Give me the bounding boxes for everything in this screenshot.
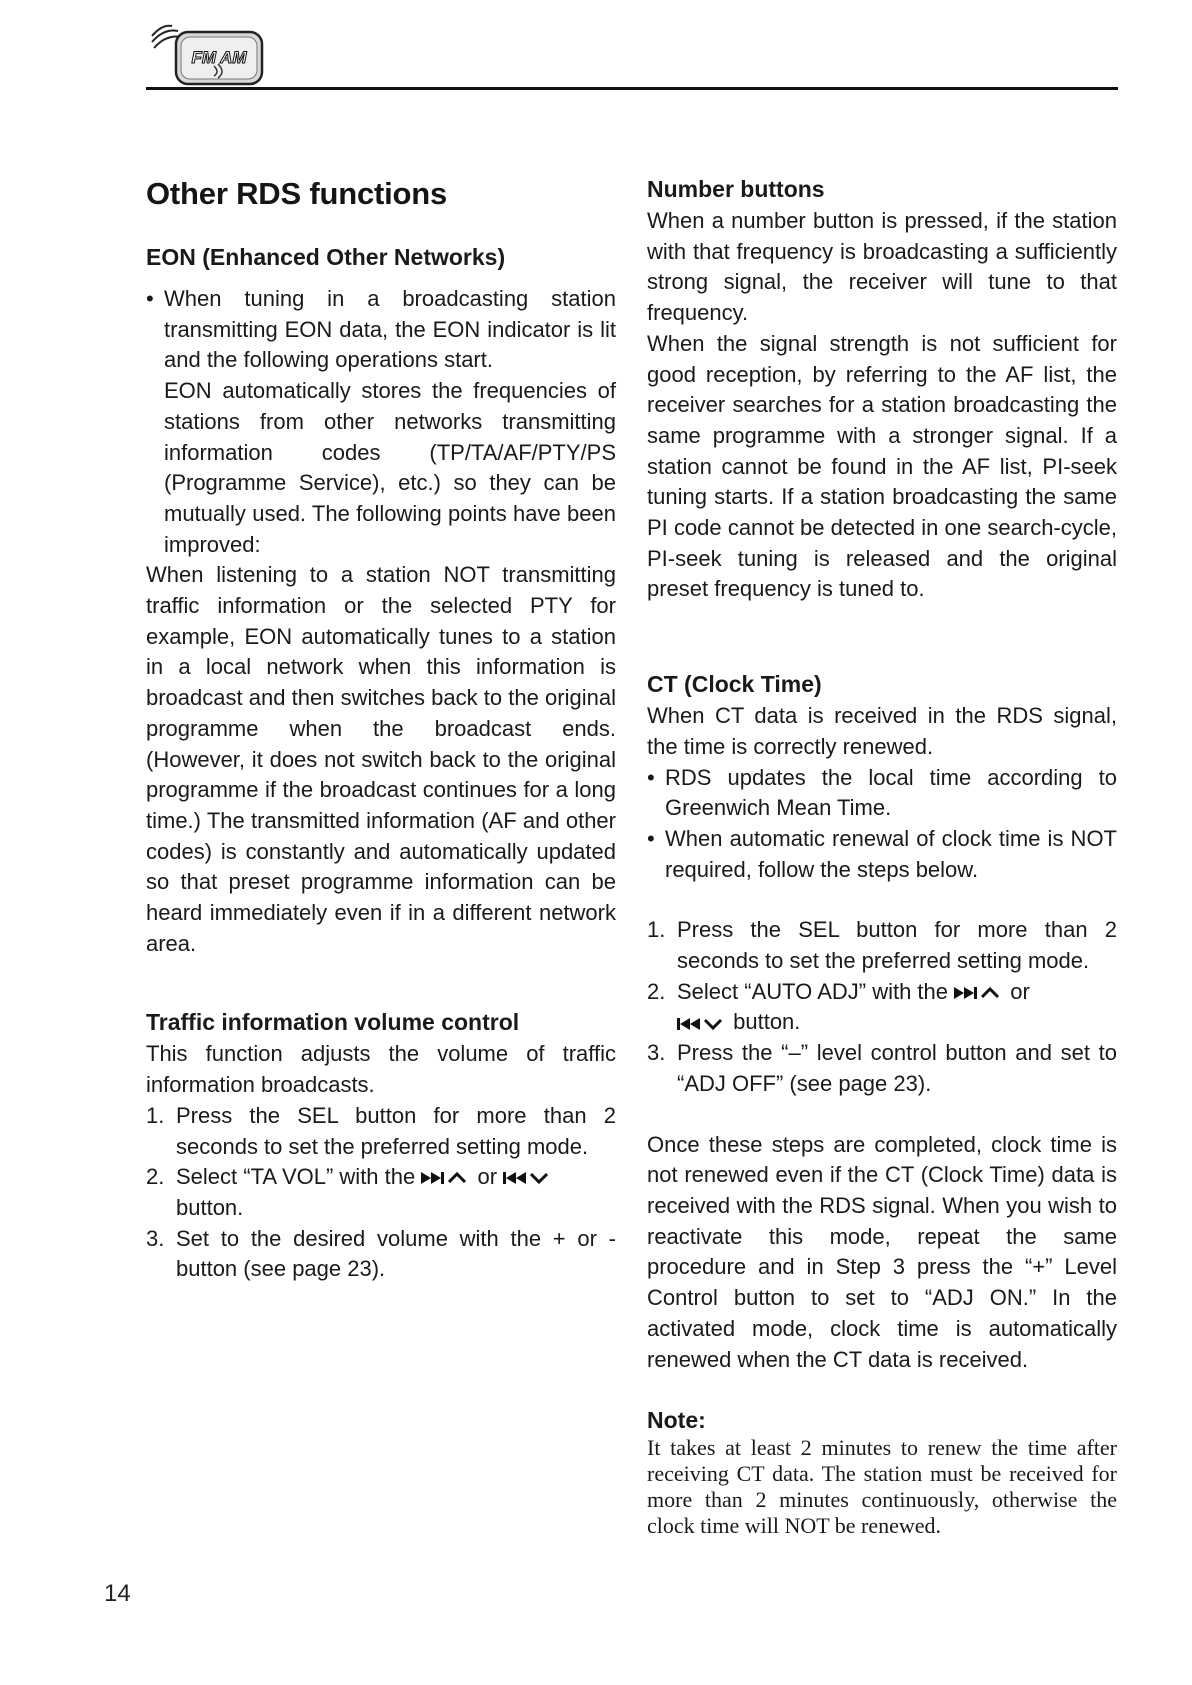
ct-step-2: 2. Select “AUTO ADJ” with the or button. — [647, 978, 1030, 1035]
note-heading: Note: — [647, 1407, 706, 1434]
traffic-intro: This function adjusts the volume of traffic information broadcasts. — [146, 1041, 616, 1098]
ct-step-3: 3. Press the “–” level control button and set to “ADJ OFF” (see page 23). — [647, 1040, 1117, 1096]
left-column — [146, 174, 616, 1285]
bullet-mark: • — [146, 286, 154, 311]
ct-heading: CT (Clock Time) — [647, 671, 822, 698]
traffic-step-1: 1. Press the SEL button for more than 2 seconds to set the preferred setting mode. — [146, 1102, 616, 1159]
ct-bullet-2: • When automatic renewal of clock time is NOT required, follow the steps below. — [647, 825, 1117, 882]
eon-paragraph: When listening to a station NOT transmitting traffic information or the selected PTY for example, EON automatically tunes to a station in a local network when this information is broadcast and then switches back to the original programme when the broadcast ends. (However, it does not switch back to the original programme if the broadcast continues for a long time.) The transmitted information (AF and other codes) is constantly and automatically updated so that preset programme information can be heard immediately even if in a different network area. — [146, 562, 616, 956]
next-up-icon — [421, 1169, 471, 1187]
number-buttons-heading: Number buttons — [647, 176, 825, 202]
eon-bullet — [146, 284, 616, 560]
note-text: It takes at least 2 minutes to renew the time after receiving CT data. The station must be received for more than 2 minutes continuously, otherwise the clock time will NOT be renewed. — [647, 1435, 1117, 1539]
traffic-step-2: 2. Select “TA VOL” with the or button. — [146, 1162, 616, 1223]
page-number: 14 — [104, 1580, 131, 1607]
number-buttons-p1: When a number button is pressed, if the station with that frequency is broadcasting a sufficiently strong signal, the receiver will tune to that frequency. — [647, 208, 1117, 326]
prev-down-icon — [677, 1015, 727, 1033]
ct-step-1: 1. Press the SEL button for more than 2 seconds to set the preferred setting mode. — [647, 917, 1117, 974]
eon-heading: EON (Enhanced Other Networks) — [146, 244, 506, 270]
radio-waves-icon — [148, 20, 266, 86]
right-column — [647, 174, 1117, 1539]
eon-bullet-text: When tuning in a broadcasting station transmitting EON data, the EON indicator is lit and the following operations start. — [164, 286, 616, 373]
header-rule — [146, 87, 1118, 90]
prev-down-icon — [503, 1169, 553, 1187]
traffic-heading: Traffic information volume control — [146, 1009, 520, 1036]
eon-bullet-text-2: EON automatically stores the frequencies of stations from other networks transmitting information codes (TP/TA/AF/PTY/PS (Programme Service), etc.) so they can be mutually used. The following points have been improved: — [164, 378, 616, 557]
ct-bullet-1: • RDS updates the local time according to Greenwich Mean Time. — [647, 764, 1117, 821]
ct-intro: When CT data is received in the RDS signal, the time is correctly renewed. — [647, 703, 1117, 759]
number-buttons-p2: When the signal strength is not sufficient for good reception, by referring to the AF list, the receiver searches for a station broadcasting the same programme with a stronger signal. If a station cannot be found in the AF list, PI-seek tuning starts. If a station broadcasting the same PI code cannot be detected in one search-cycle, PI-seek tuning is released and the original preset frequency is tuned to. — [647, 330, 1117, 602]
next-up-icon — [954, 984, 1004, 1002]
ct-after-text: Once these steps are completed, clock time is not renewed even if the CT (Clock Time) data is received with the RDS signal. When you wish to reactivate this mode, repeat the same procedure and in Step 3 press the “+” Level Control button to set to “ADJ ON.” In the activated mode, clock time is automatically renewed when the CT data is received. — [647, 1131, 1117, 1372]
badge-label: FM AM — [191, 48, 247, 67]
page-title: Other RDS functions — [146, 176, 448, 211]
traffic-step-3: 3. Set to the desired volume with the + or - button (see page 23). — [146, 1225, 616, 1282]
fm-am-badge — [148, 20, 266, 86]
